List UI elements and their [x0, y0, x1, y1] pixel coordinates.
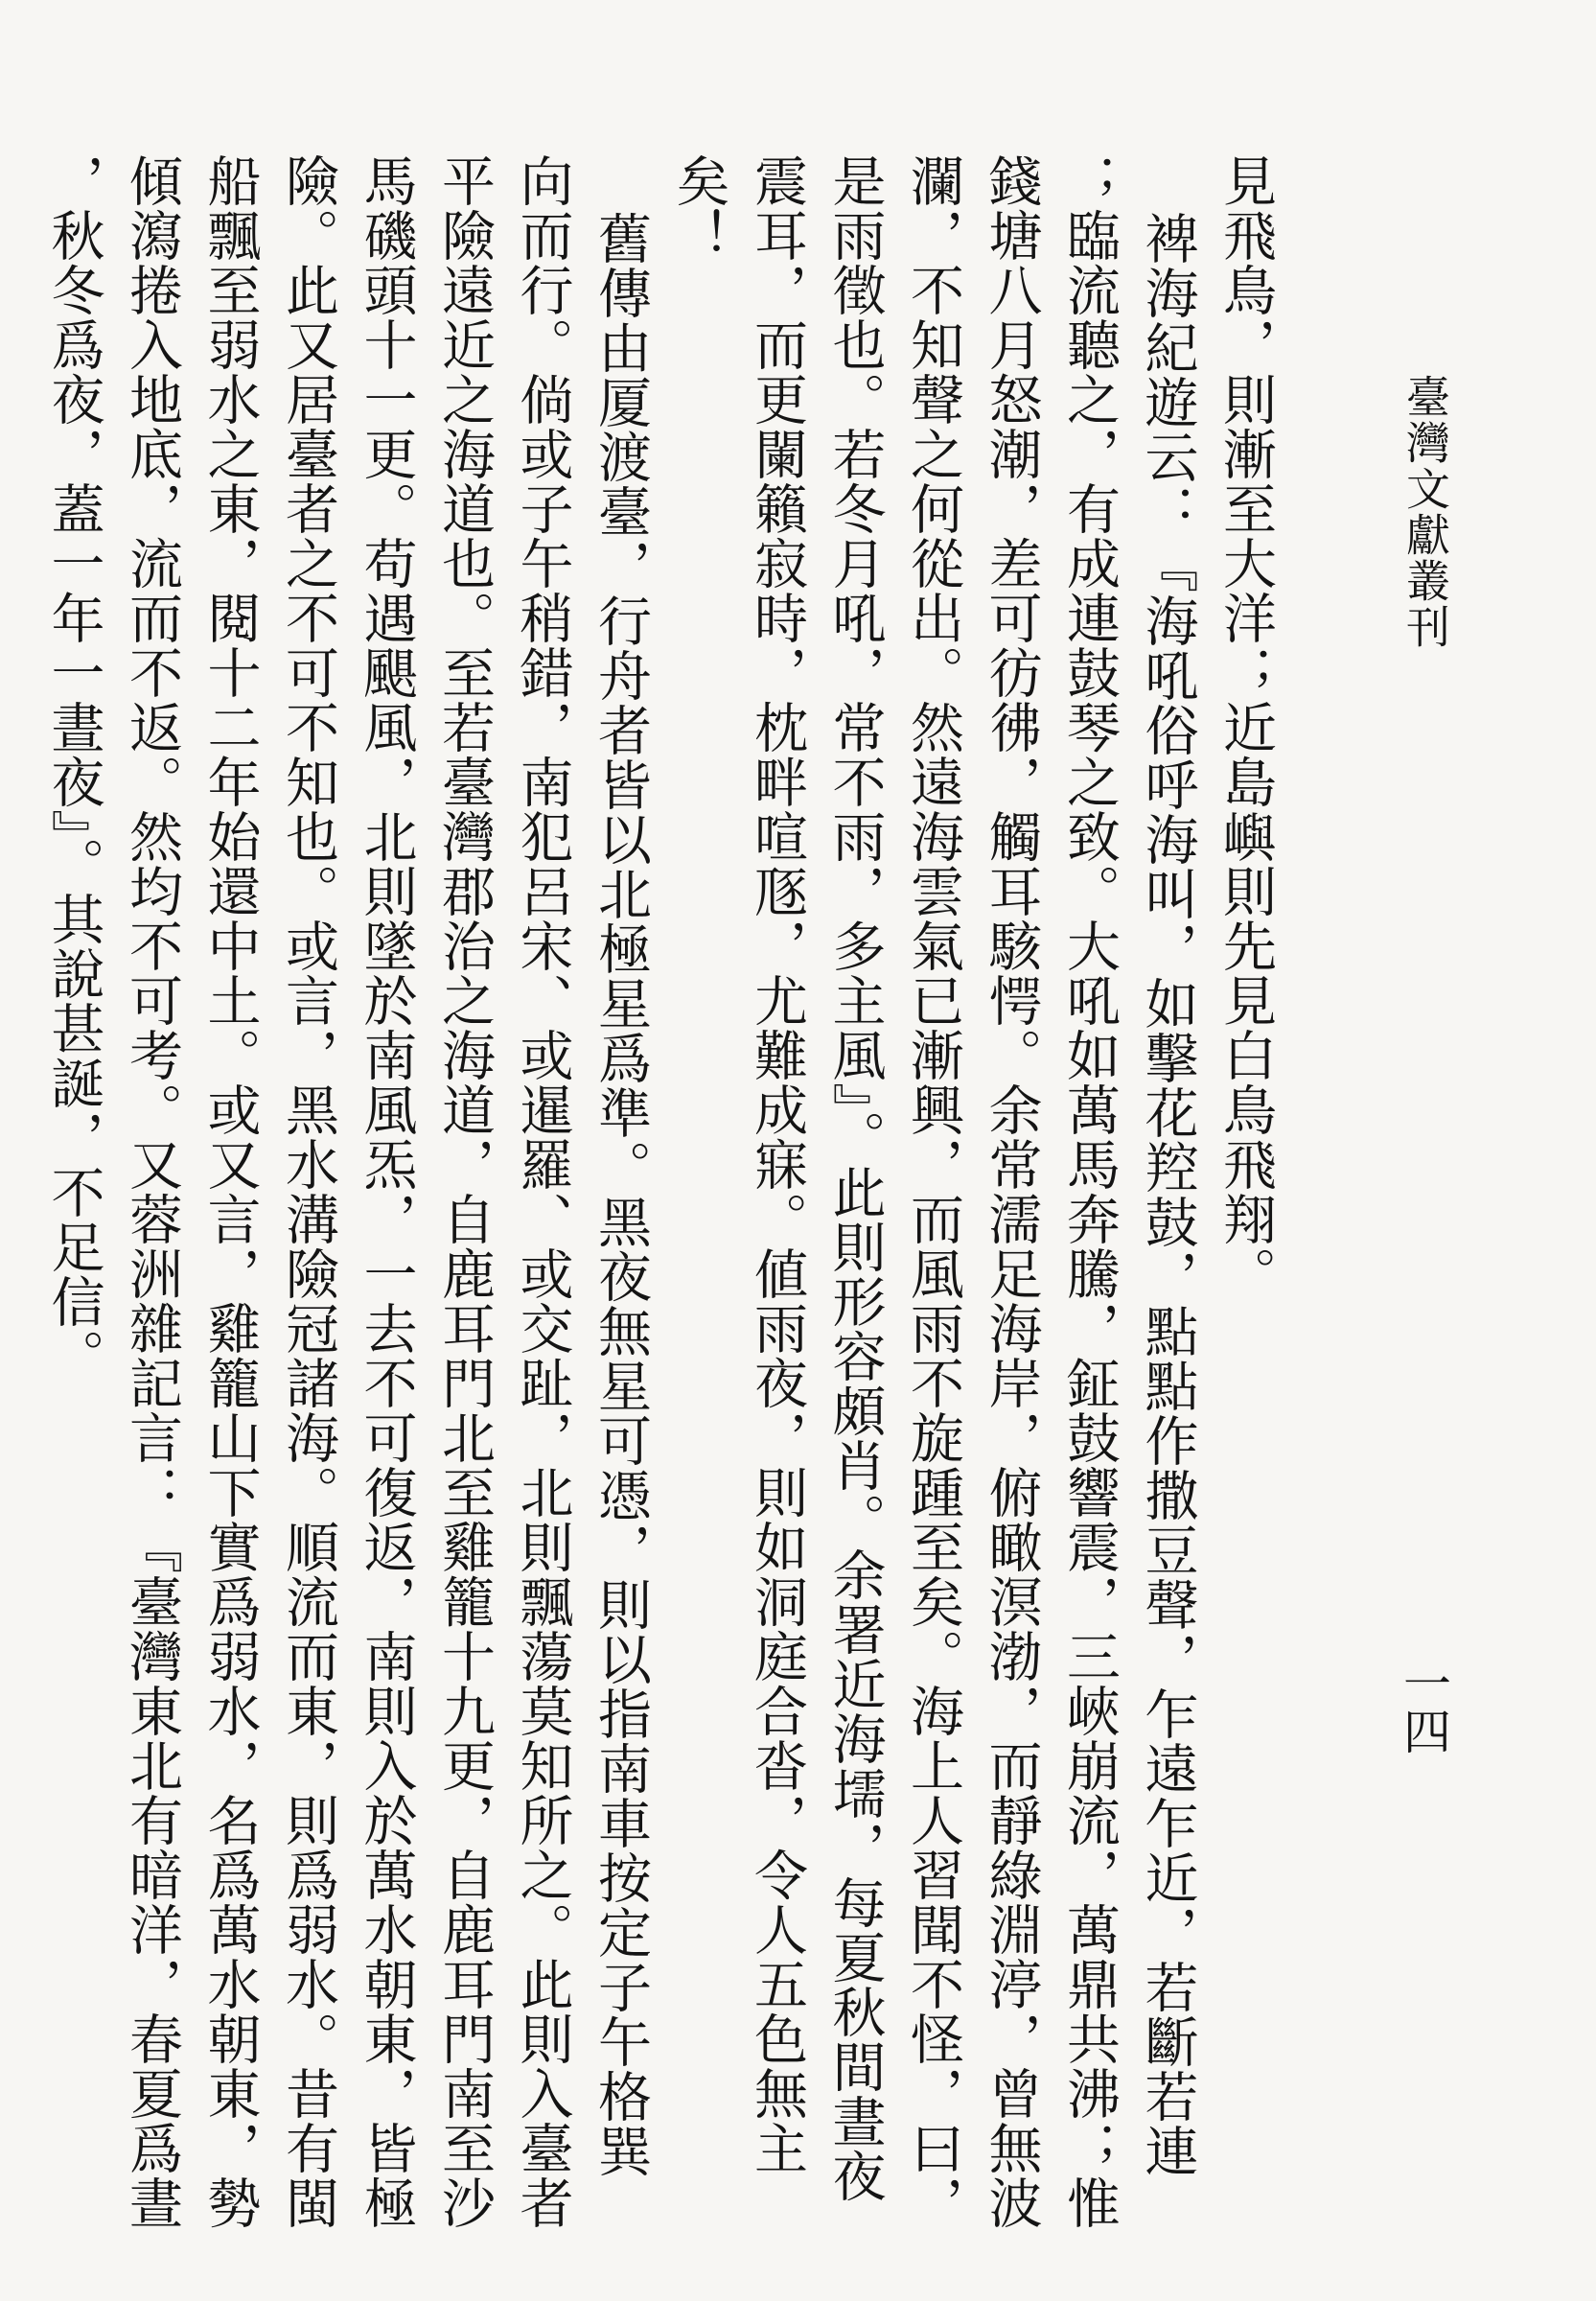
text-line: 見飛鳥，則漸至大洋；近島嶼則先見白鳥飛翔。	[1214, 153, 1277, 1301]
text-line: ，秋冬爲夜，蓋一年一晝夜』。其說甚誕，不足信。	[42, 153, 105, 1383]
text-line: 向而行。倘或子午稍錯，南犯呂宋、或暹羅、或交趾，北則飄蕩莫知所之。此則入臺者	[511, 153, 574, 2230]
text-line: 舊傳由厦渡臺，行舟者皆以北極星爲準。黑夜無星可憑，則以指南車按定子午格巽	[590, 211, 652, 2179]
running-header-title: 臺灣文獻叢刊	[1399, 374, 1451, 650]
vertical-text-body	[42, 153, 1284, 2230]
text-line: ；臨流聽之，有成連鼓琴之致。大吼如萬馬奔騰，鉦鼓響震，三峽崩流，萬鼎共沸；惟	[1058, 153, 1121, 2230]
text-line: 裨海紀遊云：『海吼俗呼海叫，如擊花羫鼓，點點作撒豆聲，乍遠乍近，若斷若連	[1136, 211, 1199, 2179]
text-line: 震耳，而更闌籟寂時，枕畔喧豗，尤難成寐。値雨夜，則如洞庭合沓，令人五色無主	[746, 153, 808, 2175]
text-line: 平險遠近之海道也。至若臺灣郡治之海道，自鹿耳門北至雞籠十九更，自鹿耳門南至沙	[433, 153, 496, 2230]
text-line: 是雨徵也。若冬月吼，常不雨，多主風』。此則形容頗肖。余署近海壖，每夏秋間晝夜	[823, 153, 887, 2203]
page-number: 一四	[1396, 1659, 1451, 1755]
text-line: 傾瀉捲入地底，流而不返。然均不可考。又蓉洲雜記言：『臺灣東北有暗洋，春夏爲晝	[121, 153, 183, 2230]
text-line: 矣！	[667, 153, 730, 263]
text-line: 錢塘八月怒潮，差可彷彿，觸耳駭愕。余常濡足海岸，俯瞰溟渤，而靜綠淵渟，曾無波	[980, 153, 1043, 2230]
text-line: 險。此又居臺者之不可不知也。或言，黑水溝險冠諸海。順流而東，則爲弱水。昔有閩	[277, 153, 339, 2230]
text-line: 船飄至弱水之東，閱十二年始還中土。或又言，雞籠山下實爲弱水，名爲萬水朝東，勢	[198, 153, 262, 2230]
text-line: 馬磯頭十一更。苟遇颶風，北則墜於南風炁，一去不可復返，南則入於萬水朝東，皆極	[355, 153, 418, 2230]
text-line: 瀾，不知聲之何從出。然遠海雲氣已漸興，而風雨不旋踵至矣。海上人習聞不怪，曰，	[902, 153, 964, 2230]
